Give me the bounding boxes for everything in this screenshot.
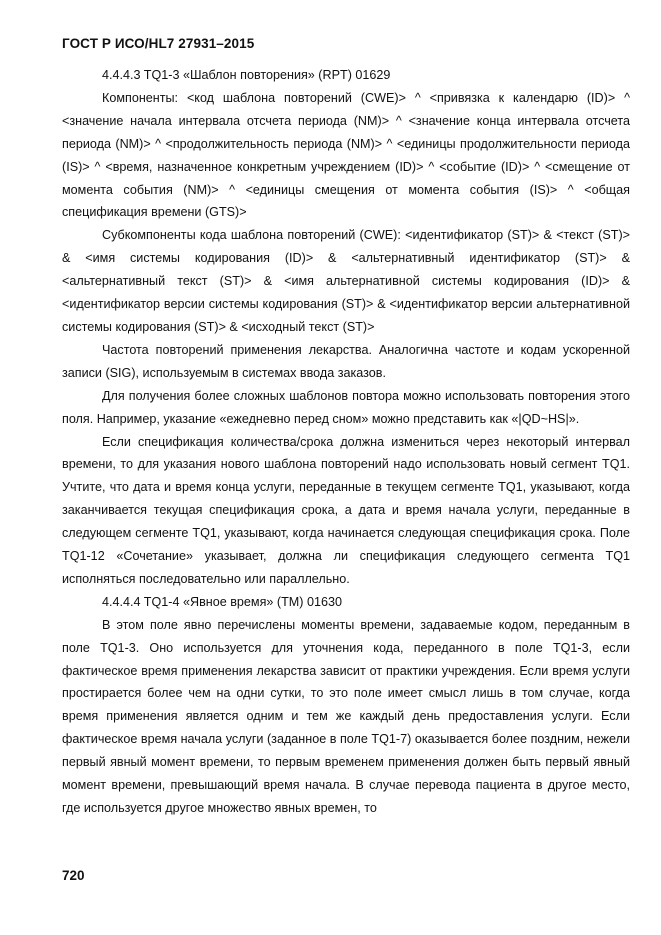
paragraph-quantity-timing: Если спецификация количества/срока должна измениться через некоторый интервал времени, то для указания нового шаблона повторений надо использовать новый сегмент TQ1. Учтите, что дата и время конца услуги, переданные в текущем сегменте TQ1, указывают, когда заканчивается текущая спецификация срока, а дата и время начала услуги, переданные в следующем сегменте TQ1, указывают, когда начинается следующая спецификация срока. Поле TQ1-12 «Сочетание» указывает, должна ли спецификация следующего сегмента TQ1 исполняться последовательно или параллельно. (62, 434, 630, 586)
paragraph-complex-patterns: Для получения более сложных шаблонов повтора можно использовать повторения этого поля. Например, указание «ежедневно перед сном» можно представить как «|QD~HS|». (62, 388, 630, 426)
document-header: ГОСТ Р ИСО/HL7 27931–2015 (62, 36, 255, 51)
paragraph-components: Компоненты: <код шаблона повторений (CWE)> ^ <привязка к календарю (ID)> ^ <значение начала интервала отсчета периода (NM)> ^ <значение конца интервала отсчета периода (NM)> ^ <продолжительность периода (NM)> ^ <единицы продолжительности периода (IS)> ^ <время, назначенное конкретным учреждением (ID)> ^ <событие (ID)> ^ <смещение от момента события (NM)> ^ <единицы смещения от момента события (IS)> ^ <общая спецификация времени (GTS)> (62, 90, 630, 220)
section-heading-4-4-4-4: 4.4.4.4 TQ1-4 «Явное время» (TM) 01630 (102, 594, 342, 609)
section-heading-4-4-4-3: 4.4.4.3 TQ1-3 «Шаблон повторения» (RPT) 01629 (102, 68, 391, 82)
paragraph-explicit-time: В этом поле явно перечислены моменты времени, задаваемые кодом, переданным в поле TQ1-3. Оно используется для уточнения кода, переданного в поле TQ1-3, если фактическое время применения лекарства зависит от практики учреждения. Если время услуги простирается более чем на одни сутки, то это поле имеет смысл лишь в том случае, когда время применения является одним и тем же каждый день предоставления услуги. Если фактическое время начала услуги (заданное в поле TQ1-7) оказывается более поздним, нежели первый явный момент времени, то первым временем применения должен быть первый явный момент времени, превышающий время начала. В случае перевода пациента в другое место, где используется другое множество явных времен, то (62, 617, 630, 815)
paragraph-subcomponents: Субкомпоненты кода шаблона повторений (CWE): <идентификатор (ST)> & <текст (ST)> & <имя системы кодирования (ID)> & <альтернативный идентификатор (ST)> & <альтернативный текст (ST)> & <имя альтернативной системы кодирования (ID)> & <идентификатор версии системы кодирования (ST)> & <идентификатор версии альтернативной системы кодирования (ST)> & <исходный текст (ST)> (62, 228, 630, 334)
page-number: 720 (62, 868, 85, 883)
paragraph-frequency: Частота повторений применения лекарства. Аналогична частоте и кодам ускоренной записи (SIG), используемым в системах ввода заказов. (62, 342, 630, 380)
document-body (62, 64, 630, 820)
